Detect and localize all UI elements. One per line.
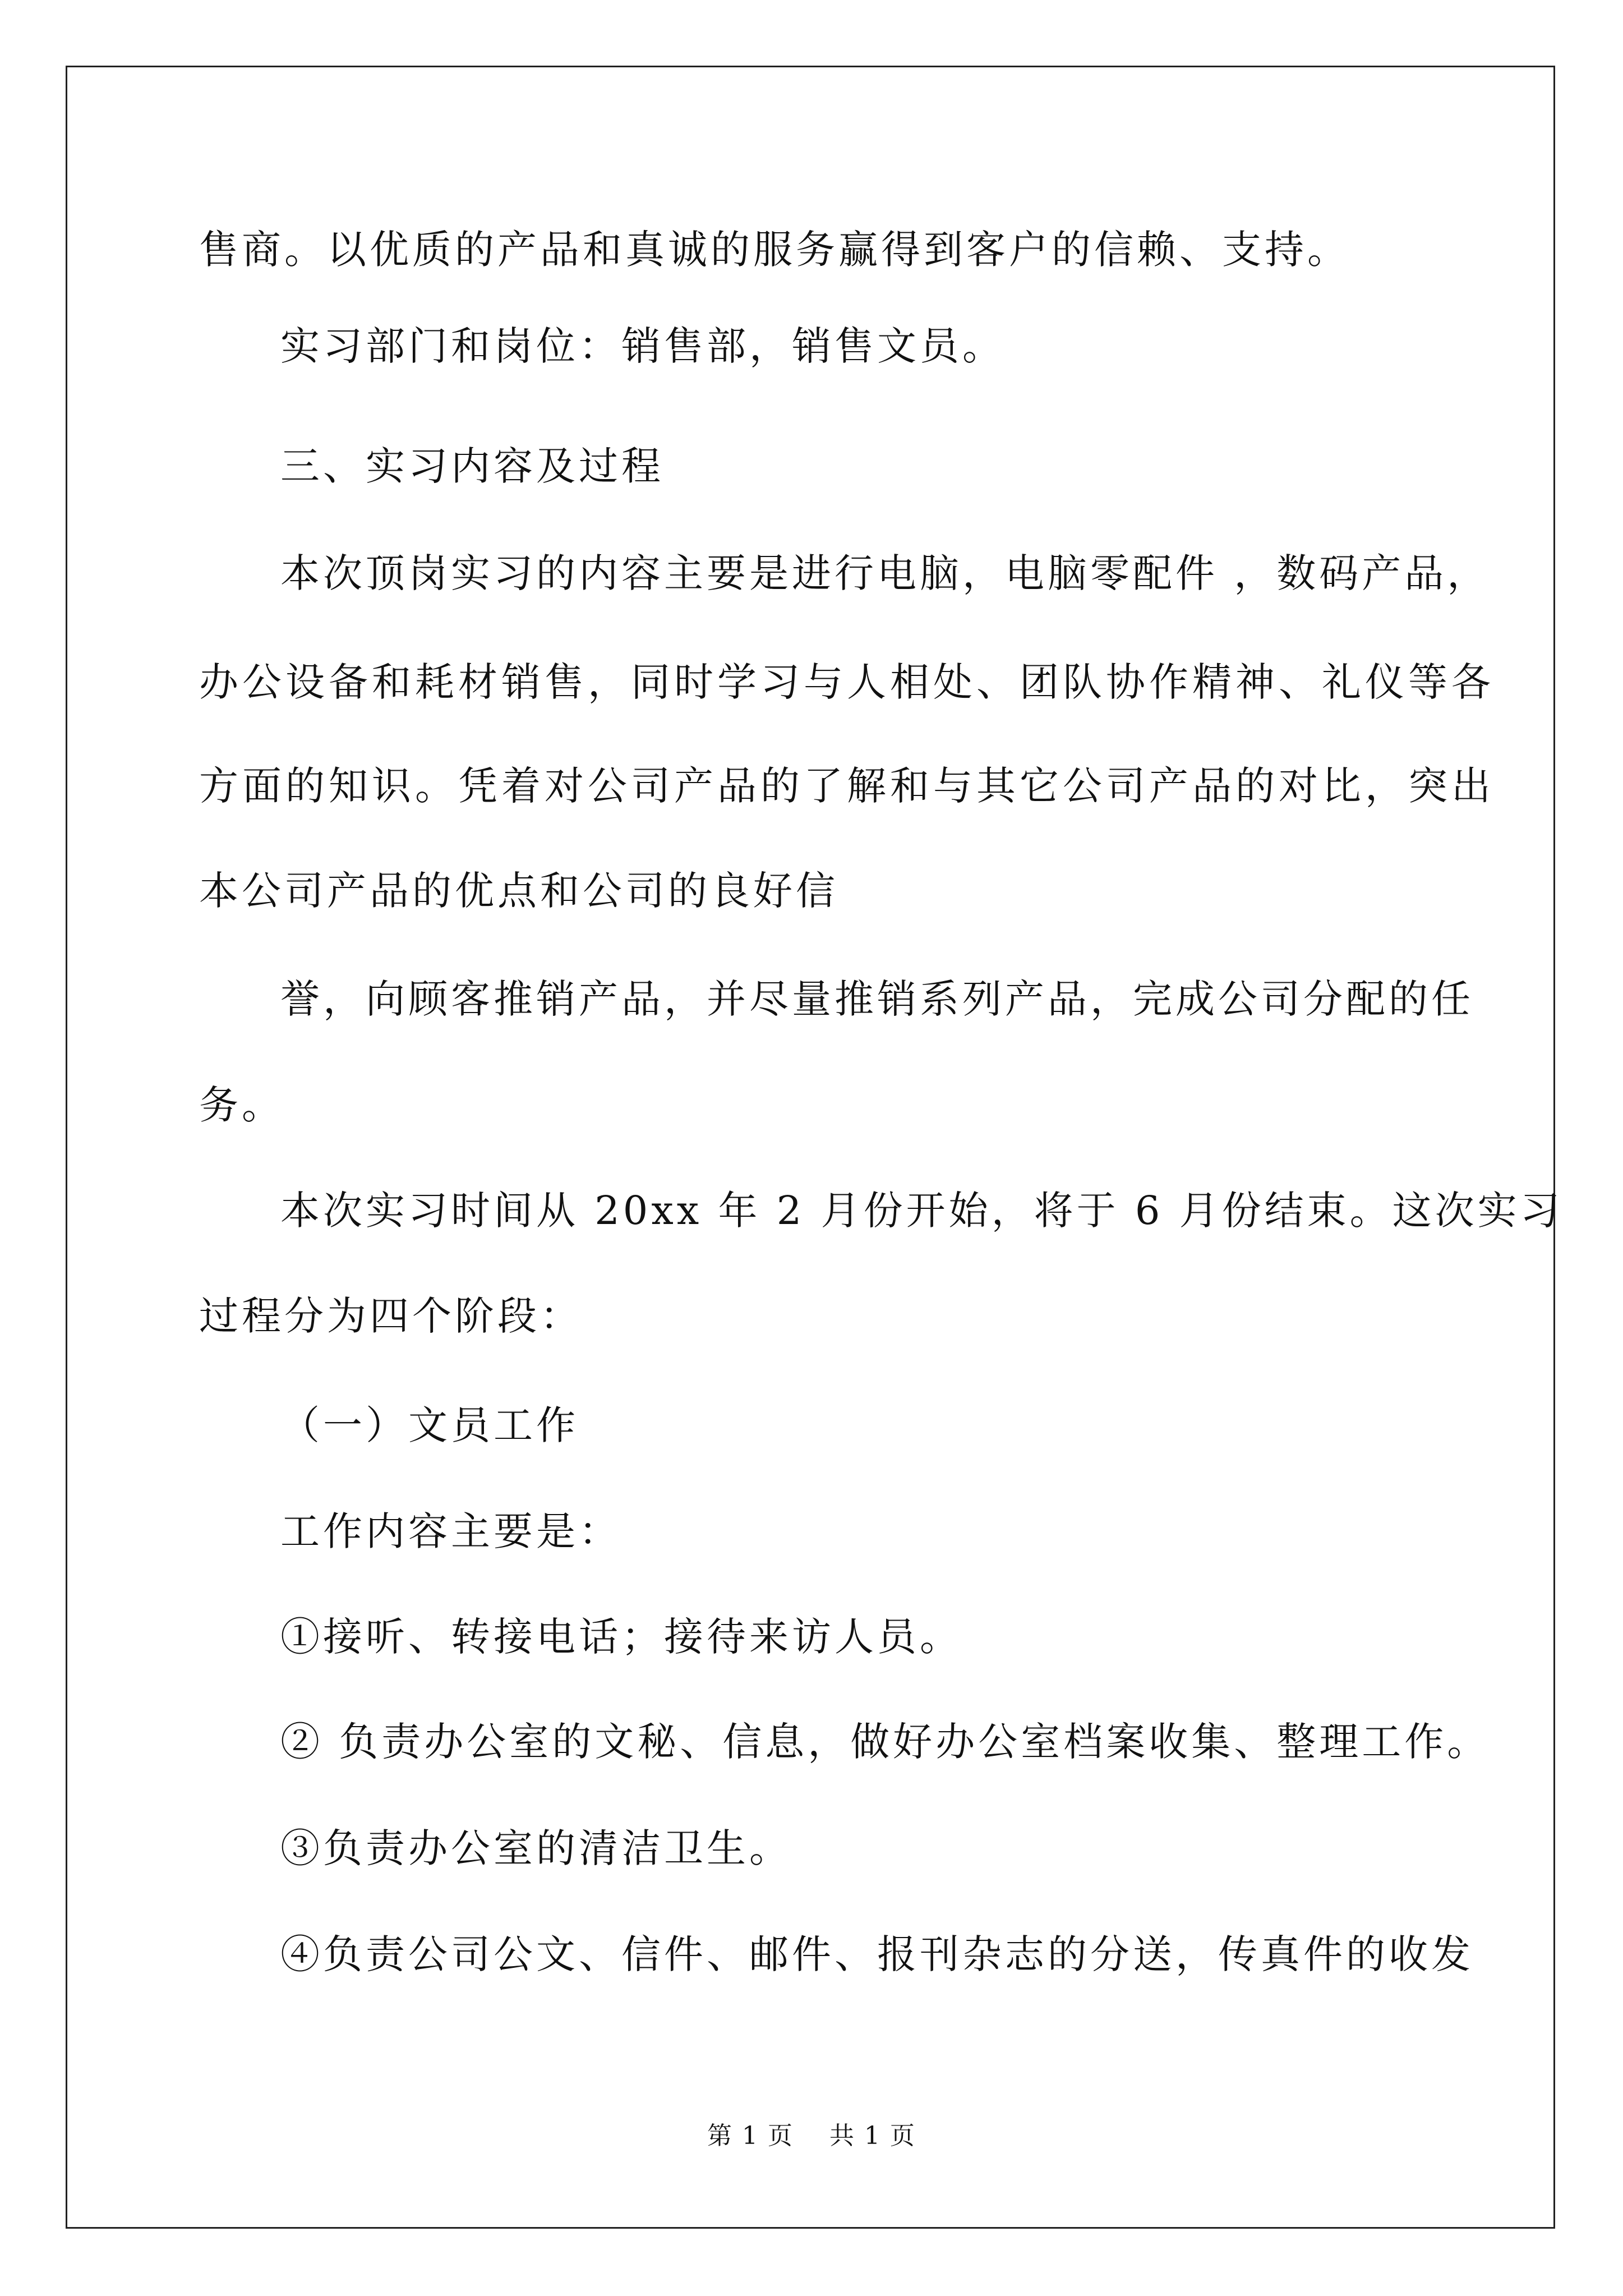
list-item-4: ④负责公司公文、信件、邮件、报刊杂志的分送，传真件的收发 — [280, 1931, 1474, 1977]
subsection-heading: （一）文员工作 — [280, 1402, 579, 1448]
text-line-7: 本公司产品的优点和公司的良好信 — [199, 868, 838, 914]
text-line-11: 过程分为四个阶段： — [199, 1293, 583, 1339]
text-line-13: 工作内容主要是： — [280, 1508, 621, 1554]
text-line-6: 方面的知识。凭着对公司产品的了解和与其它公司产品的对比，突出 — [199, 763, 1495, 809]
text-line-4: 本次顶岗实习的内容主要是进行电脑，电脑零配件 ，数码产品， — [280, 550, 1490, 596]
list-item-1: ①接听、转接电话；接待来访人员。 — [280, 1614, 962, 1660]
section-heading: 三、实习内容及过程 — [280, 443, 664, 489]
text-line-1: 售商。以优质的产品和真诚的服务赢得到客户的信赖、支持。 — [199, 227, 1350, 273]
page-border — [66, 66, 1555, 2229]
list-item-3: ③负责办公室的清洁卫生。 — [280, 1825, 792, 1871]
text-line-8: 誉，向顾客推销产品，并尽量推销系列产品，完成公司分配的任 — [280, 976, 1474, 1022]
text-line-9: 务。 — [199, 1082, 284, 1128]
text-line-2: 实习部门和岗位：销售部，销售文员。 — [280, 323, 1005, 369]
page-footer: 第 1 页 共 1 页 — [707, 2122, 916, 2150]
list-item-2: ② 负责办公室的文秘、信息，做好办公室档案收集、整理工作。 — [280, 1719, 1490, 1765]
text-line-10: 本次实习时间从 20xx 年 2 月份开始，将于 6 月份结束。这次实习 — [280, 1188, 1563, 1234]
text-line-5: 办公设备和耗材销售，同时学习与人相处、团队协作精神、礼仪等各 — [199, 659, 1495, 705]
